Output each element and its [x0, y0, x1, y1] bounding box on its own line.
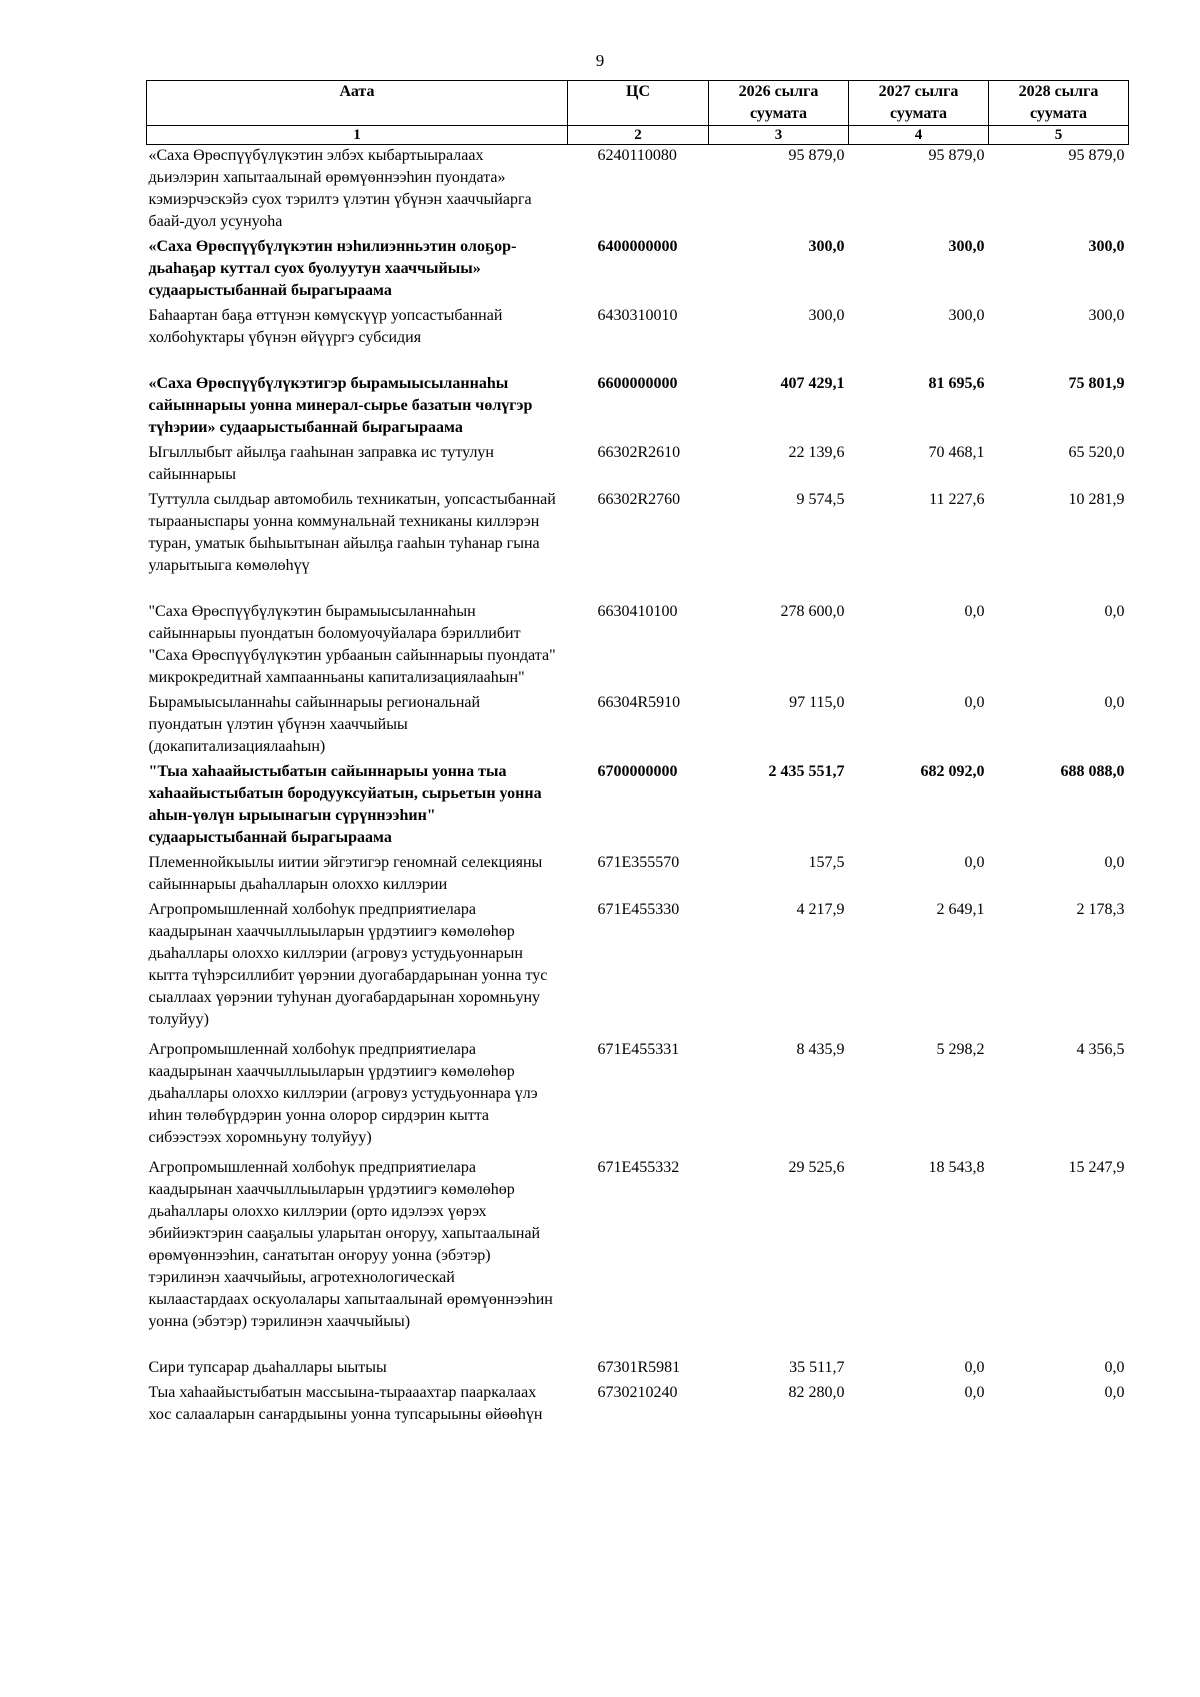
row-code: 6430310010: [597, 307, 678, 324]
row-value-2026: 82 280,0: [788, 1384, 845, 1401]
row-value-2026: 2 435 551,7: [768, 763, 845, 780]
row-code: 6630410100: [597, 603, 678, 620]
row-name: Агропромышленнай холбоһук предприятиелара каадырынан хааччыллыыларын үрдэтиигэ көмөлөһөр дьаһаллары олоххо киллэрии (орто идэлээх үөрэх эбийиэктэрин сааҕалыы уларытан оҥоруу, хапытаалынай өрөмүөннээһин, саҥатытан оҥоруу уонна (эбэтэр) тэрилинэн хааччыйыы, агротехнологическай кылаастардаах оскуолалары хапытаалынай өрөмүөннээһин уонна (эбэтэр) тэрилинэн хааччыйыы): [148, 1159, 553, 1330]
header-name: Аата: [147, 81, 568, 126]
row-code: 671E455330: [597, 901, 680, 918]
row-code: 66302R2610: [597, 444, 681, 461]
row-value-2027: 0,0: [964, 1359, 985, 1376]
row-value-2027: 300,0: [948, 307, 985, 324]
row-code: 671E355570: [597, 854, 680, 871]
row-value-2026: 9 574,5: [796, 491, 845, 508]
page-number: 9: [595, 51, 605, 70]
row-value-2027: 95 879,0: [928, 147, 985, 164]
row-value-2026: 4 217,9: [796, 901, 845, 918]
table-row: [147, 305, 1129, 373]
row-value-2027: 18 543,8: [928, 1159, 985, 1176]
row-code: 6730210240: [597, 1384, 678, 1401]
row-value-2028: 95 879,0: [1068, 147, 1125, 164]
row-value-2026: 300,0: [808, 307, 845, 324]
table-row: [147, 692, 1129, 761]
row-value-2028: 0,0: [1104, 603, 1125, 620]
row-name: Тыа хаһаайыстыбатын массыына-тырааахтар пааркалаах хос салааларын саҥардыыны уонна тупсарыыны өйөөһүн: [148, 1384, 543, 1423]
row-value-2028: 0,0: [1104, 694, 1125, 711]
row-value-2027: 300,0: [948, 238, 985, 255]
row-code: 6400000000: [597, 238, 678, 255]
row-value-2026: 407 429,1: [780, 375, 845, 392]
row-value-2028: 300,0: [1088, 307, 1125, 324]
header-2027: 2027 сылга суумата: [849, 81, 989, 126]
row-name: «Саха Өрөспүүбүлүкэтин элбэх кыбартыыралаах дьиэлэрин хапытаалынай өрөмүөннээһин пуондата» кэмиэрчэскэйэ суох тэрилтэ үлэтин үбүнэн хааччыйарга баай-дуол усунуоһа: [148, 147, 532, 230]
table-row: [147, 236, 1129, 305]
row-value-2027: 0,0: [964, 694, 985, 711]
column-number: 3: [709, 126, 849, 145]
row-value-2027: 70 468,1: [928, 444, 985, 461]
row-value-2028: 0,0: [1104, 854, 1125, 871]
table-row: [147, 1039, 1129, 1157]
row-value-2028: 4 356,5: [1076, 1041, 1125, 1058]
row-value-2027: 5 298,2: [936, 1041, 985, 1058]
table-row: [147, 373, 1129, 442]
row-code: 671E455331: [597, 1041, 680, 1058]
row-code: 66302R2760: [597, 491, 681, 508]
row-value-2026: 278 600,0: [780, 603, 845, 620]
row-name: Сири тупсарар дьаһаллары ыытыы: [148, 1359, 387, 1376]
table-row: [147, 1157, 1129, 1357]
row-name: "Саха Өрөспүүбүлүкэтин бырамыысыланнаһын сайыннарыы пуондатын боломуочуйалара бэриллибит "Саха Өрөспүүбүлүкэтин урбаанын сайыннарыы пуондата" микрокредитнай хампаанньаны капитализациялааһын": [148, 603, 556, 686]
column-number: 4: [849, 126, 989, 145]
header-code: ЦС: [568, 81, 709, 126]
row-name: Племеннойкыылы иитии эйгэтигэр геномнай селекцияны сайыннарыы дьаһалларын олоххо киллэрии: [148, 854, 543, 893]
table-row: [147, 1382, 1129, 1429]
row-value-2028: 10 281,9: [1068, 491, 1125, 508]
row-code: 671E455332: [597, 1159, 680, 1176]
row-value-2027: 2 649,1: [936, 901, 985, 918]
row-name: Туттулла сылдьар автомобиль техникатын, уопсастыбаннай тырааныспары уонна коммунальнай техниканы киллэрэн туран, уматык быһыытынан айылҕа гааһын туһанар гына уларытыыга көмөлөһүү: [148, 491, 556, 574]
row-value-2028: 65 520,0: [1068, 444, 1125, 461]
row-value-2028: 2 178,3: [1076, 901, 1125, 918]
table-row: [147, 601, 1129, 692]
row-value-2026: 22 139,6: [788, 444, 845, 461]
row-name: Бырамыысыланнаһы сайыннарыы региональнай пуондатын үлэтин үбүнэн хааччыйыы (докапитализациялааһын): [148, 694, 481, 755]
row-value-2028: 688 088,0: [1060, 763, 1125, 780]
table-row: [147, 899, 1129, 1039]
row-name: "Тыа хаһаайыстыбатын сайыннарыы уонна тыа хаһаайыстыбатын бородууксуйатын, сырьетын уонна аһын-үөлүн ырыынагын сүрүннээһин" судаарыстыбаннай бырагыраама: [148, 763, 542, 846]
row-code: 67301R5981: [597, 1359, 681, 1376]
row-value-2026: 300,0: [808, 238, 845, 255]
row-name: «Саха Өрөспүүбүлүкэтигэр бырамыысыланнаһы сайыннарыы уонна минерал-сырье базатын чөлүгэр түһэрии» судаарыстыбаннай бырагыраама: [148, 375, 533, 436]
row-value-2027: 11 227,6: [929, 491, 985, 508]
table-column-numbers-row: [147, 126, 1129, 145]
row-name: Ыгыллыбыт айылҕа гааһынан заправка ис тутулун сайыннарыы: [148, 444, 494, 483]
row-value-2027: 682 092,0: [920, 763, 985, 780]
column-number: 5: [989, 126, 1129, 145]
row-value-2028: 0,0: [1104, 1359, 1125, 1376]
row-value-2026: 8 435,9: [796, 1041, 845, 1058]
row-value-2026: 157,5: [808, 854, 845, 871]
table-row: [147, 442, 1129, 489]
row-code: 6240110080: [597, 147, 677, 164]
row-value-2028: 0,0: [1104, 1384, 1125, 1401]
row-code: 6700000000: [597, 763, 678, 780]
row-value-2026: 95 879,0: [788, 147, 845, 164]
row-code: 6600000000: [597, 375, 678, 392]
column-number: 2: [568, 126, 709, 145]
row-name: «Саха Өрөспүүбүлүкэтин нэһилиэнньэтин олоҕор-дьаһаҕар куттал суох буолуутун хааччыйыы» судаарыстыбаннай бырагыраама: [148, 238, 517, 299]
table-row: [147, 489, 1129, 601]
row-name: Агропромышленнай холбоһук предприятиелара каадырынан хааччыллыыларын үрдэтиигэ көмөлөһөр дьаһаллары олоххо киллэрии (агровуз устудьуоннара үлэ иһин төлөбүрдэрин уонна олорор сирдэрин кытта сибээстээх хоромньуну толуйуу): [148, 1041, 538, 1146]
row-value-2026: 35 511,7: [789, 1359, 845, 1376]
table-row: [147, 761, 1129, 852]
row-name: Агропромышленнай холбоһук предприятиелара каадырынан хааччыллыыларын үрдэтиигэ көмөлөһөр дьаһаллары олоххо киллэрии (агровуз устудьуоннарын кытта түһэрсиллибит үөрэнии дуогабардарынан уонна тус сыаллаах үөрэнии туһунан дуогабардарынан хоромньуну толуйуу): [148, 901, 548, 1028]
table-row: [147, 1357, 1129, 1382]
table-row: [147, 145, 1129, 237]
row-value-2027: 0,0: [964, 854, 985, 871]
column-number: 1: [147, 126, 568, 145]
row-value-2028: 15 247,9: [1068, 1159, 1125, 1176]
row-name: Баһаартан баҕа өттүнэн көмүскүүр уопсастыбаннай холбоһуктары үбүнэн өйүүргэ субсидия: [148, 307, 503, 346]
table-header-row: [147, 81, 1129, 126]
row-value-2026: 97 115,0: [789, 694, 845, 711]
row-value-2028: 300,0: [1088, 238, 1125, 255]
row-value-2028: 75 801,9: [1068, 375, 1125, 392]
row-value-2027: 0,0: [964, 603, 985, 620]
table-row: [147, 852, 1129, 899]
row-value-2027: 0,0: [964, 1384, 985, 1401]
row-value-2026: 29 525,6: [788, 1159, 845, 1176]
row-value-2027: 81 695,6: [928, 375, 985, 392]
header-2026: 2026 сылга суумата: [709, 81, 849, 126]
budget-table: [146, 80, 1129, 1429]
row-code: 66304R5910: [597, 694, 681, 711]
header-2028: 2028 сылга суумата: [989, 81, 1129, 126]
